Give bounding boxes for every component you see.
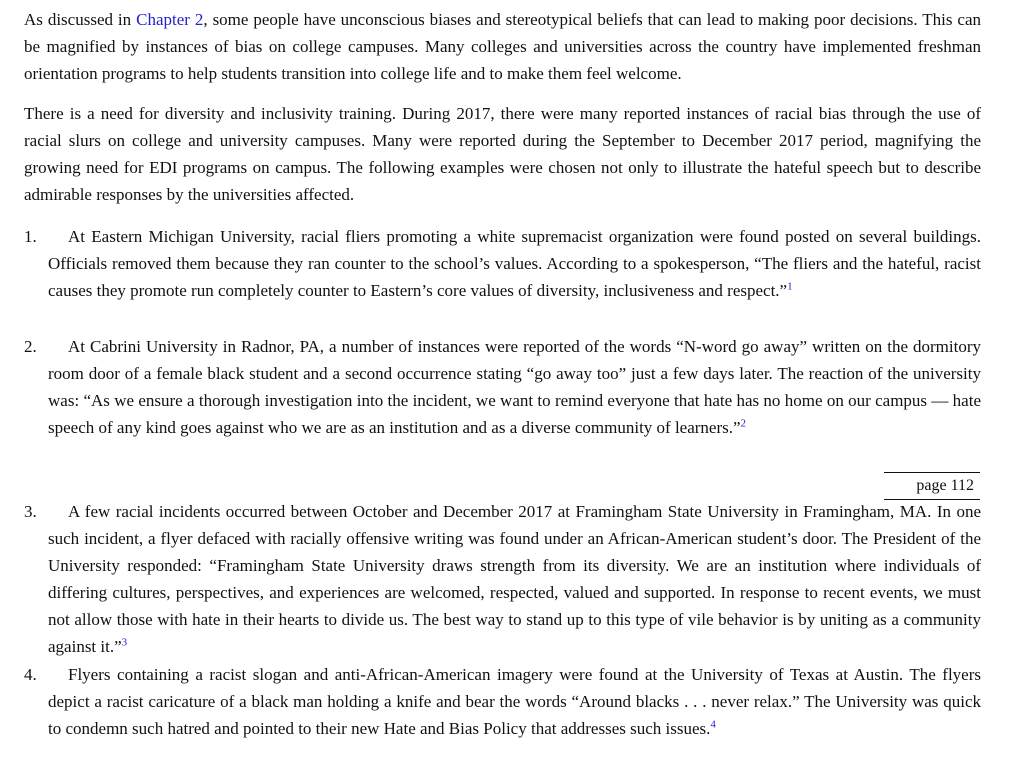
list-item-number: 4.: [24, 665, 37, 684]
intro-paragraph: [24, 6, 981, 87]
list-item-body: At Eastern Michigan University, racial fliers promoting a white supremacist organization were found posted on several buildings. Officials removed them because they ran counter to the school’s values. According to a spokesperson, “The fliers and the hateful, racist causes they promote run completely counter to Eastern’s core values of diversity, inclusiveness and respect.”: [48, 227, 981, 300]
list-item: [24, 333, 981, 441]
footnote-link[interactable]: 2: [740, 417, 747, 430]
list-item: [24, 498, 981, 660]
list-item-body: A few racial incidents occurred between October and December 2017 at Framingham State University in Framingham, MA. In one such incident, a flyer defaced with racially offensive writing was found under an African-American student’s door. The President of the University responded: “Framingham State University draws strength from its diversity. We are an institution where individuals of differing cultures, perspectives, and experiences are welcomed, respected, valued and supported. In response to recent events, we must not allow those with hate in their hearts to divide us. The best way to stand up to this type of vile behavior is by uniting as a community against it.”: [48, 502, 981, 656]
list-item-text: [24, 223, 981, 304]
chapter-2-link[interactable]: Chapter 2: [136, 10, 204, 29]
list-item-number: 3.: [24, 502, 37, 521]
list-item-body: At Cabrini University in Radnor, PA, a number of instances were reported of the words “N-word go away” written on the dormitory room door of a female black student and a second occurrence stating “go away too” just a few days later. The reaction of the university was: “As we ensure a thorough investigation into the incident, we want to remind everyone that hate has no home on our campus — hate speech of any kind goes against who we are as an institution and as a diverse community of learners.”: [48, 337, 981, 437]
list-item-number: 1.: [24, 227, 37, 246]
footnote-link[interactable]: 4: [710, 718, 716, 731]
intro-text-before-link: As discussed in: [24, 10, 137, 29]
intro-text-after-link: , some people have unconscious biases and stereotypical beliefs that can lead to making poor decisions. This can be magnified by instances of bias on college campuses. Many colleges and universities across the country have implemented freshman orientation programs to help students transition into college life and to make them feel welcome.: [24, 10, 982, 83]
list-item: [24, 661, 981, 742]
diversity-training-paragraph: There is a need for diversity and inclusivity training. During 2017, there were many reported instances of racial bias through the use of racial slurs on college and university campuses. Many were reported during the September to December 2017 period, magnifying the growing need for EDI programs on campus. The following examples were chosen not only to illustrate the hateful speech but to describe admirable responses by the universities affected.: [24, 104, 981, 204]
list-item: [24, 223, 981, 304]
list-item-text: [24, 333, 981, 441]
footnote-link[interactable]: 3: [121, 636, 128, 649]
list-item-text: [24, 498, 981, 660]
list-item-number: 2.: [24, 337, 37, 356]
list-item-body: Flyers containing a racist slogan and anti-African-American imagery were found at the University of Texas at Austin. The flyers depict a racist caricature of a black man holding a knife and bear the words “Around blacks . . . never relax.” The University was quick to condemn such hatred and pointed to their new Hate and Bias Policy that addresses such issues.: [48, 665, 981, 738]
list-item-text: [24, 661, 981, 742]
page-number-marker: page 112: [884, 472, 980, 500]
footnote-link[interactable]: 1: [787, 280, 793, 293]
